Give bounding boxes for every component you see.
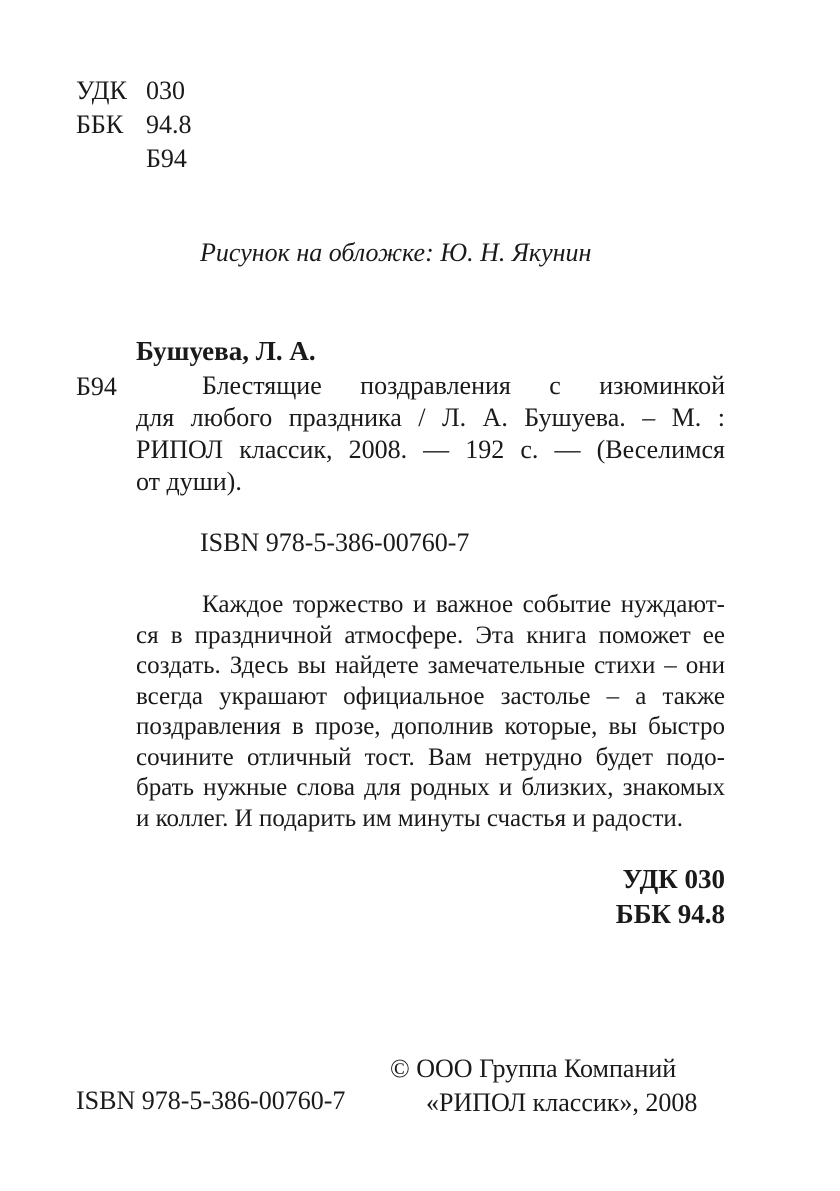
author-sign-value: Б94 — [146, 144, 187, 173]
udk-value: 030 — [146, 76, 185, 105]
author-code: Б94 — [76, 372, 117, 401]
bbk-key: ББК — [76, 110, 124, 139]
bbk-value: 94.8 — [146, 110, 192, 139]
biblio-line: от души). — [136, 467, 242, 496]
annotation-line: поздравления в прозе, дополнив которые, вы быстро — [136, 713, 725, 740]
annotation-line: создать. Здесь вы найдете замечательные стихи – они — [136, 652, 725, 679]
biblio-line: РИПОЛ классик, 2008. — 192 с. — (Веселимся — [136, 435, 725, 464]
annotation-line: сочините отличный тост. Вам нетрудно будет подо- — [136, 743, 725, 771]
biblio-line: для любого праздника / Л. А. Бушуева. – М. : — [136, 403, 725, 432]
annotation-line: ся в праздничной атмосфере. Эта книга поможет ее — [136, 621, 725, 649]
classification-bold — [616, 866, 725, 936]
author-heading: Бушуева, Л. А. — [136, 336, 316, 366]
udk-key: УДК — [76, 76, 127, 105]
copyright — [390, 1056, 697, 1124]
copyright-line: © ООО Группа Компаний — [390, 1054, 677, 1083]
annotation-line: всегда украшают официальное застолье – а также — [136, 682, 725, 710]
copyright-line: «РИПОЛ классик», 2008 — [426, 1088, 698, 1117]
annotation — [136, 590, 725, 834]
biblio-line: Блестящие поздравления с изюминкой — [202, 371, 725, 400]
bibliographic-description — [136, 370, 725, 498]
isbn-middle: ISBN 978-5-386-00760-7 — [200, 528, 470, 557]
cover-credit: Рисунок на обложке: Ю. Н. Якунин — [200, 238, 592, 267]
annotation-line: и коллег. И подарить им минуты счастья и радости. — [136, 804, 684, 832]
bbk-bold: ББК 94.8 — [615, 899, 725, 929]
annotation-line: брать нужные слова для родных и близких, знакомых — [136, 774, 725, 801]
isbn-bottom: ISBN 978-5-386-00760-7 — [76, 1086, 346, 1115]
udk-bold: УДК 030 — [622, 864, 725, 894]
annotation-line: Каждое торжество и важное событие нуждают- — [202, 591, 725, 618]
